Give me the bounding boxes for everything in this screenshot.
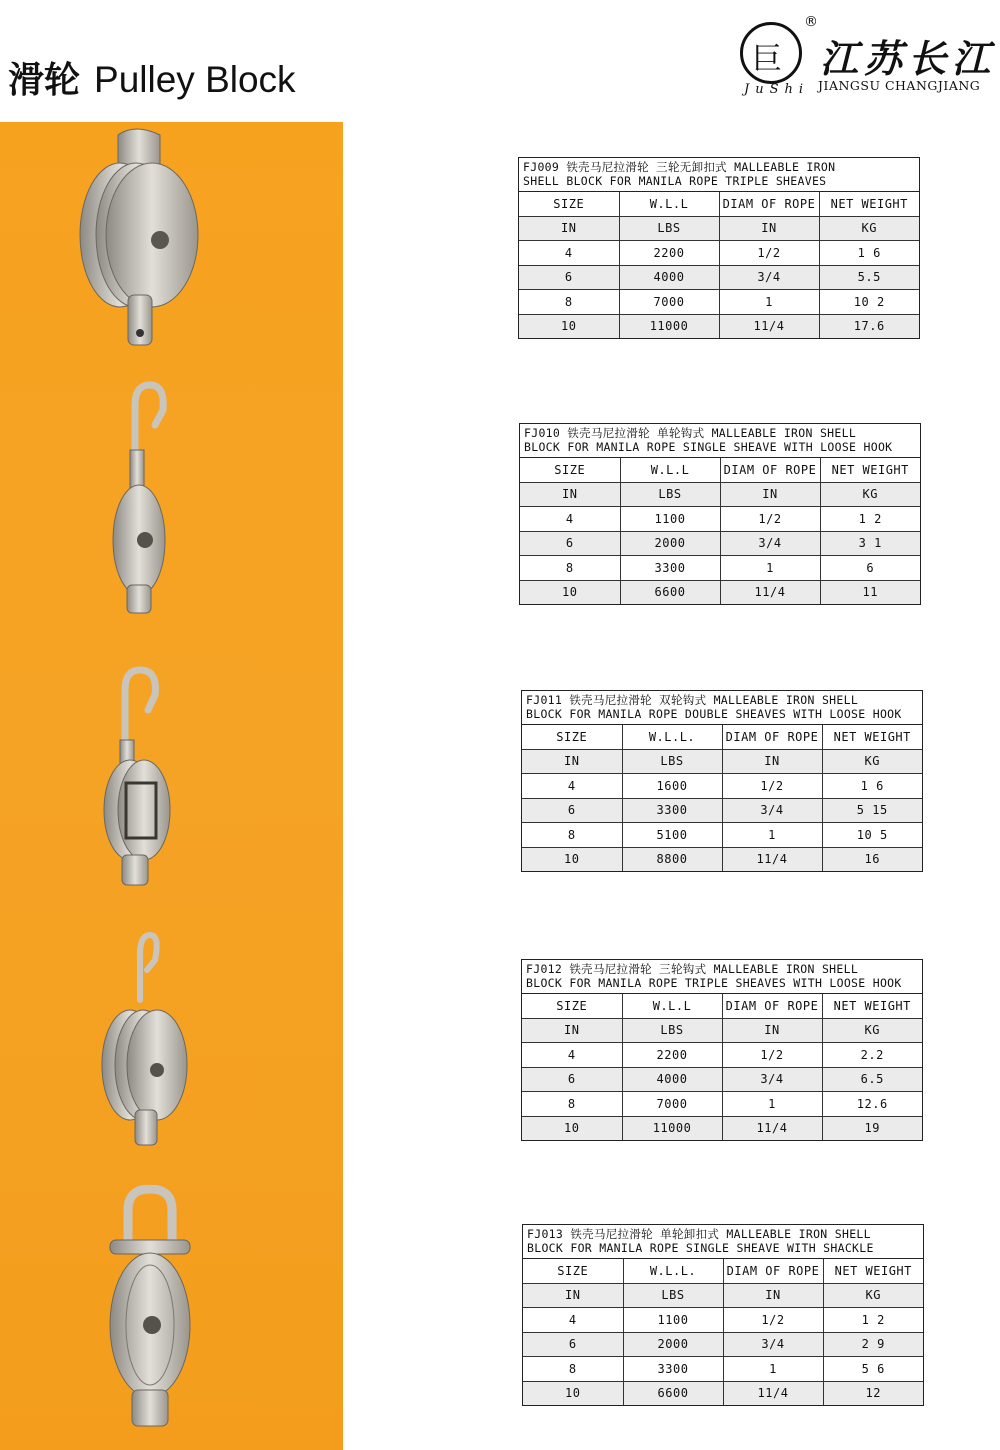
table-cell: 1 2 [823,1308,923,1333]
table-cell: 5.5 [819,265,919,290]
header-cell: NET WEIGHT [822,994,922,1018]
table-cell: 1 [722,1092,822,1117]
table-cell: 3300 [620,556,720,581]
unit-cell: LBS [622,749,722,774]
table-header-row [523,1259,923,1283]
table-row [522,1043,922,1068]
table-cell: 12.6 [822,1092,922,1117]
header-cell: SIZE [522,725,622,749]
table-cell: 11/4 [722,1116,822,1140]
table-cell: 3300 [622,798,722,823]
header-cell: DIAM OF ROPE [722,994,822,1018]
table-cell: 10 [522,1116,622,1140]
header-cell: W.L.L [620,458,720,482]
table-cell: 1/2 [722,1043,822,1068]
header-cell: DIAM OF ROPE [723,1259,823,1283]
unit-cell: IN [722,749,822,774]
table-cell: 7000 [619,290,719,315]
table-cell: 11000 [622,1116,722,1140]
table-row [520,507,920,532]
table-cell: 5 6 [823,1357,923,1382]
table-cell: 8800 [622,847,722,871]
table-header-row [520,458,920,482]
table-row [522,1092,922,1117]
table-row [520,531,920,556]
table-cell: 2000 [623,1332,723,1357]
table-cell: 2000 [620,531,720,556]
table-row [519,314,919,338]
header-cell: W.L.L. [623,1259,723,1283]
table-cell: 1100 [620,507,720,532]
table-cell: 16 [822,847,922,871]
table-header-row [522,994,922,1018]
table-cell: 12 [823,1381,923,1405]
table-cell: 10 [522,847,622,871]
unit-cell: KG [823,1283,923,1308]
page-title [8,52,296,103]
table-cell: 6 [523,1332,623,1357]
table-caption [520,424,920,458]
table-cell: 1/2 [720,507,820,532]
table-cell: 10 [519,314,619,338]
header-cell: DIAM OF ROPE [719,192,819,216]
table-cell: 6 [522,798,622,823]
table-cell: 6 [519,265,619,290]
unit-cell: IN [522,749,622,774]
table-cell: 11/4 [722,847,822,871]
table-cell: 1/2 [723,1308,823,1333]
table-cell: 1 [722,823,822,848]
unit-cell: KG [822,1018,922,1043]
table-caption [519,158,919,192]
table-row [523,1308,923,1333]
table-row [519,290,919,315]
table-units-row [522,749,922,774]
unit-cell: IN [519,216,619,241]
table-cell: 11000 [619,314,719,338]
table-cell: 1 6 [822,774,922,799]
table-cell: 3 1 [820,531,920,556]
table-row [523,1381,923,1405]
table-units-row [520,482,920,507]
pulley-triple-hook-image [95,930,195,1150]
header-cell: NET WEIGHT [820,458,920,482]
table-row [522,1067,922,1092]
table-cell: 6 [522,1067,622,1092]
unit-cell: LBS [619,216,719,241]
header-cell: SIZE [523,1259,623,1283]
unit-cell: IN [520,482,620,507]
header-cell: SIZE [519,192,619,216]
table-units-row [522,1018,922,1043]
table-header-row [519,192,919,216]
table-cell: 4000 [619,265,719,290]
caption-line-2: SHELL BLOCK FOR MANILA ROPE TRIPLE SHEAVES [523,174,827,188]
unit-cell: IN [722,1018,822,1043]
table-cell: 6600 [620,580,720,604]
header-cell: DIAM OF ROPE [720,458,820,482]
spec-table-fj012 [521,959,923,1141]
table-row [522,847,922,871]
table-units-row [523,1283,923,1308]
table-cell: 6 [820,556,920,581]
table-cell: 11/4 [719,314,819,338]
logo-glyph: 巨 [752,42,782,77]
table-cell: 6600 [623,1381,723,1405]
spec-table-fj009 [518,157,920,339]
pulley-double-hook-image [100,665,190,895]
registered-mark: ® [804,14,818,30]
header-cell: NET WEIGHT [823,1259,923,1283]
spec-table-fj011 [521,690,923,872]
caption-line-1: FJ010 铁壳马尼拉滑轮 单轮钩式 MALLEABLE IRON SHELL [524,426,857,440]
header-cell: SIZE [520,458,620,482]
table-cell: 1 2 [820,507,920,532]
table-cell: 8 [519,290,619,315]
table-row [520,580,920,604]
caption-line-1: FJ011 铁壳马尼拉滑轮 双轮钩式 MALLEABLE IRON SHELL [526,693,859,707]
table-row [522,1116,922,1140]
page-title-cn: 滑轮 [8,60,81,101]
table-cell: 4 [522,1043,622,1068]
table-cell: 11/4 [720,580,820,604]
spec-table-fj013 [522,1224,924,1406]
table-cell: 1 6 [819,241,919,266]
table-cell: 1/2 [719,241,819,266]
table-cell: 3300 [623,1357,723,1382]
table-cell: 2.2 [822,1043,922,1068]
table-cell: 1 [719,290,819,315]
caption-line-2: BLOCK FOR MANILA ROPE SINGLE SHEAVE WITH LOOSE HOOK [524,440,893,454]
logo-jushi-text: JuShi [744,82,810,97]
table-cell: 4 [520,507,620,532]
table-cell: 4 [519,241,619,266]
table-units-row [519,216,919,241]
table-cell: 11 [820,580,920,604]
table-cell: 10 [523,1381,623,1405]
unit-cell: IN [522,1018,622,1043]
table-cell: 17.6 [819,314,919,338]
table-cell: 1/2 [722,774,822,799]
table-caption [522,960,922,994]
table-cell: 6 [520,531,620,556]
page-title-en: Pulley Block [94,59,296,100]
table-cell: 4 [523,1308,623,1333]
table-cell: 6.5 [822,1067,922,1092]
table-cell: 2200 [619,241,719,266]
caption-line-2: BLOCK FOR MANILA ROPE DOUBLE SHEAVES WITH LOOSE HOOK [526,707,902,721]
caption-line-1: FJ013 铁壳马尼拉滑轮 单轮卸扣式 MALLEABLE IRON SHELL [527,1227,871,1241]
table-header-row [522,725,922,749]
table-cell: 11/4 [723,1381,823,1405]
table-cell: 8 [520,556,620,581]
pulley-shackle-image [100,1185,200,1430]
table-cell: 10 [520,580,620,604]
table-row [519,241,919,266]
table-cell: 3/4 [722,798,822,823]
header-cell: W.L.L [619,192,719,216]
table-row [522,823,922,848]
table-cell: 7000 [622,1092,722,1117]
table-cell: 3/4 [719,265,819,290]
table-cell: 10 2 [819,290,919,315]
unit-cell: KG [819,216,919,241]
spec-table-fj010 [519,423,921,605]
table-row [522,798,922,823]
header-cell: W.L.L. [622,725,722,749]
table-cell: 1 [720,556,820,581]
caption-line-2: BLOCK FOR MANILA ROPE SINGLE SHEAVE WITH SHACKLE [527,1241,874,1255]
table-cell: 3/4 [722,1067,822,1092]
caption-line-1: FJ009 铁壳马尼拉滑轮 三轮无卸扣式 MALLEABLE IRON [523,160,836,174]
table-row [520,556,920,581]
brand-name-en: JIANGSU CHANGJIANG [818,78,981,93]
table-cell: 10 5 [822,823,922,848]
table-row [522,774,922,799]
unit-cell: IN [719,216,819,241]
header-cell: SIZE [522,994,622,1018]
header-cell: NET WEIGHT [822,725,922,749]
table-cell: 2200 [622,1043,722,1068]
unit-cell: LBS [622,1018,722,1043]
table-cell: 5 15 [822,798,922,823]
table-cell: 8 [522,823,622,848]
unit-cell: IN [723,1283,823,1308]
table-cell: 4 [522,774,622,799]
pulley-triple-image [60,125,210,350]
unit-cell: KG [820,482,920,507]
pulley-single-hook-image [105,380,185,620]
brand-logo [738,14,998,104]
unit-cell: LBS [623,1283,723,1308]
table-cell: 3/4 [720,531,820,556]
table-cell: 8 [523,1357,623,1382]
table-caption [522,691,922,725]
unit-cell: IN [523,1283,623,1308]
table-cell: 2 9 [823,1332,923,1357]
table-cell: 4000 [622,1067,722,1092]
header-cell: DIAM OF ROPE [722,725,822,749]
table-caption [523,1225,923,1259]
table-cell: 1 [723,1357,823,1382]
table-row [523,1357,923,1382]
caption-line-2: BLOCK FOR MANILA ROPE TRIPLE SHEAVES WITH LOOSE HOOK [526,976,902,990]
brand-name-cn: 江苏长江 [820,36,997,81]
table-row [519,265,919,290]
unit-cell: LBS [620,482,720,507]
table-cell: 5100 [622,823,722,848]
table-cell: 8 [522,1092,622,1117]
table-cell: 19 [822,1116,922,1140]
table-cell: 1600 [622,774,722,799]
header-cell: NET WEIGHT [819,192,919,216]
table-cell: 1100 [623,1308,723,1333]
table-cell: 3/4 [723,1332,823,1357]
header-cell: W.L.L [622,994,722,1018]
unit-cell: KG [822,749,922,774]
unit-cell: IN [720,482,820,507]
table-row [523,1332,923,1357]
caption-line-1: FJ012 铁壳马尼拉滑轮 三轮钩式 MALLEABLE IRON SHELL [526,962,859,976]
